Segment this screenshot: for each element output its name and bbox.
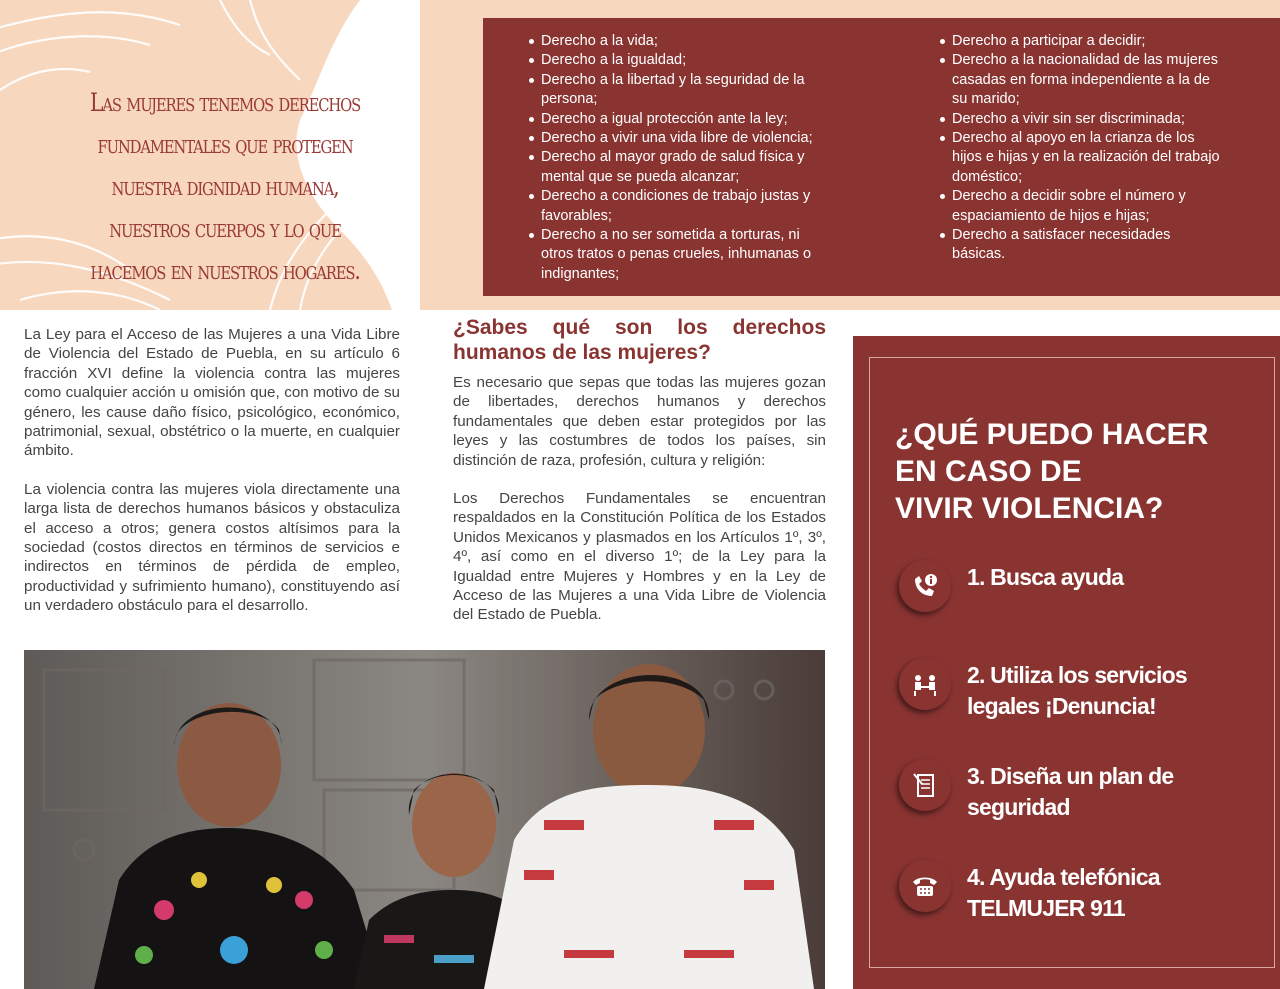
left-paragraph-1: La Ley para el Acceso de las Mujeres a una Vida Libre de Violencia del Estado de Puebla, en su artículo 6 fracción XVI define la violencia contra las mujeres como cualquier acción u omisión que, con motivo de su género, les cause daño físico, psicológico, económico, patrimonial, sexual, obstétrico o la muerte, en cualquier ámbito. xyxy=(24,326,400,460)
rights-list-left xyxy=(529,32,829,284)
middle-paragraph-1: Es necesario que sepas que todas las mujeres gozan de libertades, derechos humanos y derechos fundamentales que deben estar protegidos por las leyes y las costumbres de todos los países, sin distinción de raza, profesión, cultura y religión: xyxy=(453,374,826,469)
step-label-line: seguridad xyxy=(967,794,1070,820)
right-item: Derecho a la vida; xyxy=(529,32,829,51)
banner-quote: Las mujeres tenemos derechos fundamentales que protegen nuestra dignidad humana, nuestros cuerpos y lo que hacemos en nuestros hogares. xyxy=(89,88,361,285)
middle-paragraph-2: Los Derechos Fundamentales se encuentran respaldados en la Constitución Política de los Estados Unidos Mexicanos y plasmados en los Artículos 1º, 3º, 4º, así como en el diverso 1º; de la Ley para la Igualdad entre Mujeres y Hombres y en la Ley de Acceso de las Mujeres a una Vida Libre de Violencia del Estado de Puebla. xyxy=(453,490,826,624)
panel-title xyxy=(895,416,1255,527)
step-label xyxy=(967,761,1237,823)
step-label xyxy=(967,562,1237,593)
step-label-line: 4. Ayuda telefónica xyxy=(967,864,1160,890)
step-label-line: TELMUJER 911 xyxy=(967,895,1125,921)
safety-plan-icon xyxy=(899,759,951,811)
right-item: Derecho a participar a decidir; xyxy=(940,32,1220,51)
right-item: Derecho a condiciones de trabajo justas y favorables; xyxy=(529,187,829,226)
women-portrait-photo xyxy=(24,650,825,989)
step-label-line: 2. Utiliza los servicios xyxy=(967,662,1187,688)
step-label-line: legales ¡Denuncia! xyxy=(967,693,1156,719)
step-label-line: 3. Diseña un plan de xyxy=(967,763,1174,789)
rights-list-right xyxy=(940,32,1220,265)
legal-meeting-icon xyxy=(899,658,951,710)
step-seek-help xyxy=(899,560,1229,620)
left-text-column xyxy=(24,325,400,635)
help-panel xyxy=(853,336,1280,989)
right-item: Derecho a la libertad y la seguridad de la persona; xyxy=(529,71,829,110)
right-item: Derecho a vivir sin ser discriminada; xyxy=(940,110,1220,129)
step-safety-plan xyxy=(899,759,1229,819)
step-label xyxy=(967,862,1237,924)
right-item: Derecho a no ser sometida a torturas, ni otros tratos o penas crueles, inhumanas o indignantes; xyxy=(529,226,829,284)
step-phone-help xyxy=(899,860,1229,920)
telephone-icon xyxy=(899,860,951,912)
phone-info-icon xyxy=(899,560,951,612)
step-label xyxy=(967,660,1237,722)
left-paragraph-2: La violencia contra las mujeres viola directamente una larga lista de derechos humanos básicos y obstaculiza el acceso a otros; genera costos altísimos para la sociedad (costos directos en términos de servicios e indirectos en términos de pérdida de empleo, productividad y sufrimiento humano), constituyendo así un verdadero obstáculo para el desarrollo. xyxy=(24,480,400,615)
panel-title-line: EN CASO DE xyxy=(895,455,1082,488)
top-banner xyxy=(0,0,1280,310)
right-item: Derecho al mayor grado de salud física y mental que se pueda alcanzar; xyxy=(529,148,829,187)
right-item: Derecho al apoyo en la crianza de los hijos e hijas y en la realización del trabajo doméstico; xyxy=(940,129,1220,187)
right-item: Derecho a la igualdad; xyxy=(529,51,829,70)
middle-text-column xyxy=(453,373,826,644)
step-label-line: 1. Busca ayuda xyxy=(967,564,1124,590)
panel-title-line: ¿QUÉ PUEDO HACER xyxy=(895,418,1209,451)
photo-illustration xyxy=(24,650,825,989)
right-item: Derecho a satisfacer necesidades básicas. xyxy=(940,226,1220,265)
rights-question-heading: ¿Sabes qué son los derechos humanos de las mujeres? xyxy=(453,316,826,364)
right-item: Derecho a vivir una vida libre de violencia; xyxy=(529,129,829,148)
right-item: Derecho a la nacionalidad de las mujeres casadas en forma independiente a la de su marido; xyxy=(940,51,1220,109)
rights-box xyxy=(483,18,1280,296)
right-item: Derecho a igual protección ante la ley; xyxy=(529,110,829,129)
step-legal-services xyxy=(899,658,1229,718)
panel-title-line: VIVIR VIOLENCIA? xyxy=(895,492,1164,525)
right-item: Derecho a decidir sobre el número y espaciamiento de hijos e hijas; xyxy=(940,187,1220,226)
